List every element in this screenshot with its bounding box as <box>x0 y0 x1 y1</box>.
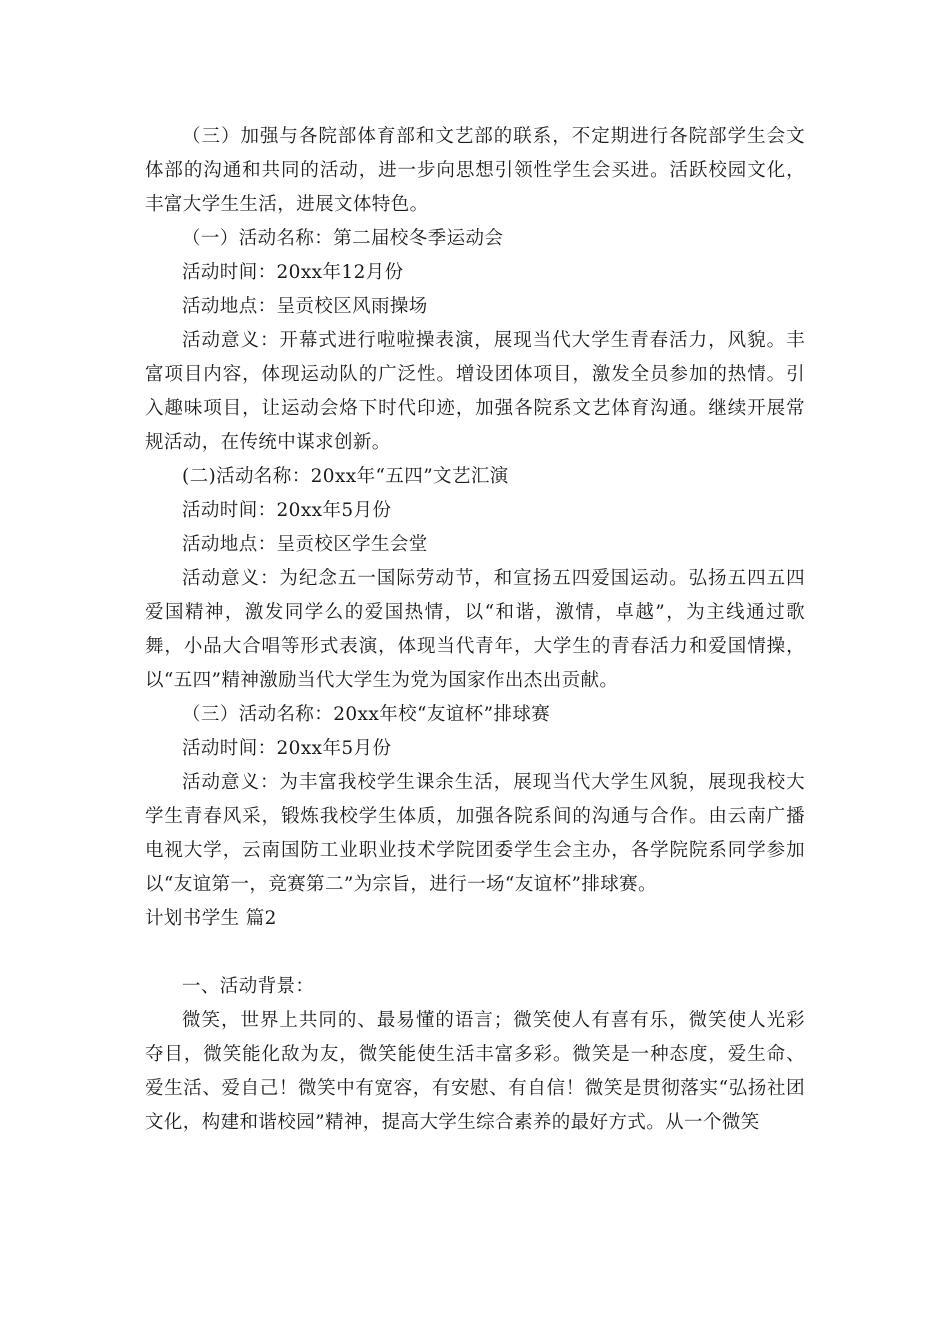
activity-1-meaning: 活动意义：开幕式进行啦啦操表演，展现当代大学生青春活力，风貌。丰富项目内容，体现运动队的广泛性。增设团体项目，激发全员参加的热情。引入趣味项目，让运动会烙下时代印迹，加强各院系文艺体育沟通。继续开展常规活动，在传统中谋求创新。 <box>145 330 805 453</box>
activity-3-name: （三）活动名称：20xx年校“友谊杯”排球赛 <box>182 704 551 725</box>
background-heading: 一、活动背景： <box>182 976 315 997</box>
activity-3-meaning: 活动意义：为丰富我校学生课余生活，展现当代大学生风貌，展现我校大学生青春风采，锻炼我校学生体质，加强各院系间的沟通与合作。由云南广播电视大学，云南国防工业职业技术学院团委学生会主办，各学院院系同学参加以“友谊第一，竞赛第二”为宗旨，进行一场“友谊杯”排球赛。 <box>145 772 805 895</box>
activity-1-place: 活动地点：呈贡校区风雨操场 <box>182 296 428 317</box>
activity-2-time: 活动时间：20xx年5月份 <box>182 500 392 521</box>
activity-1-time: 活动时间：20xx年12月份 <box>182 262 404 283</box>
section-heading: 计划书学生 篇2 <box>145 908 277 929</box>
background-paragraph: 微笑，世界上共同的、最易懂的语言；微笑使人有喜有乐，微笑使人光彩夺目，微笑能化敌为友，微笑能使生活丰富多彩。微笑是一种态度，爱生命、爱生活、爱自己！微笑中有宽容，有安慰、有自信！微笑是贯彻落实“弘扬社团文化，构建和谐校园”精神，提高大学生综合素养的最好方式。从一个微笑 <box>145 1010 805 1133</box>
document-body <box>145 120 805 1140</box>
activity-2-name: (二)活动名称：20xx年“五四”文艺汇演 <box>182 466 509 487</box>
blank-line <box>145 936 805 970</box>
activity-2-place: 活动地点：呈贡校区学生会堂 <box>182 534 428 555</box>
activity-2-meaning: 活动意义：为纪念五一国际劳动节，和宣扬五四爱国运动。弘扬五四五四爱国精神，激发同学么的爱国热情，以“和谐，激情，卓越”，为主线通过歌舞，小品大合唱等形式表演，体现当代青年，大学生的青春活力和爱国情操，以“五四”精神激励当代大学生为党为国家作出杰出贡献。 <box>145 568 805 691</box>
activity-3-time: 活动时间：20xx年5月份 <box>182 738 392 759</box>
activity-1-name: （一）活动名称：第二届校冬季运动会 <box>182 228 504 249</box>
paragraph-liaison: （三）加强与各院部体育部和文艺部的联系，不定期进行各院部学生会文体部的沟通和共同的活动，进一步向思想引领性学生会买进。活跃校园文化，丰富大学生生活，进展文体特色。 <box>145 126 805 215</box>
